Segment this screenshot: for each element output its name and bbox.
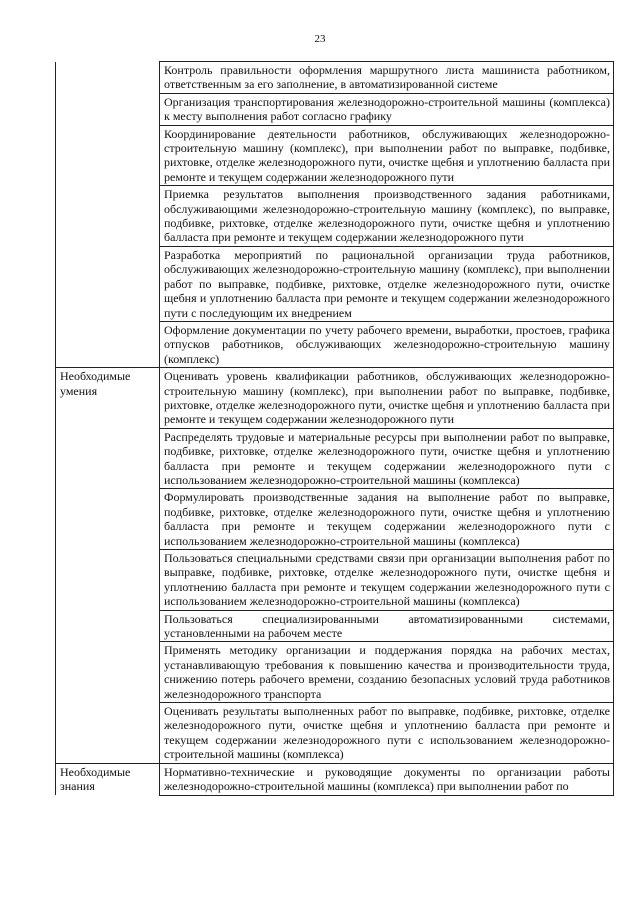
table-row (56, 428, 614, 489)
row-text: Координирование деятельности работников, обслуживающих железнодорожно-строительную машину (комплекс), при выполнении работ по выправке, подбивке, рихтовке, отделке железнодорожного пути, очистке щебня и уплотнению балласта при ремонте и текущем содержании железнодорожного пути (160, 125, 614, 186)
row-text: Применять методику организации и поддержания порядка на рабочих местах, устанавливающую требования к повышению качества и производительности труда, снижению потерь рабочего времени, созданию безопасных условий труда работников железнодорожного транспорта (160, 642, 614, 703)
section-label-knowledge: Необходимые знания (56, 763, 160, 795)
row-text: Контроль правильности оформления маршрутного листа машиниста работником, ответственным за его заполнение, в автоматизированной системе (160, 62, 614, 94)
row-label (56, 321, 160, 367)
table-row (56, 368, 614, 429)
row-label (56, 703, 160, 764)
row-label (56, 610, 160, 642)
table-row (56, 246, 614, 321)
row-label (56, 642, 160, 703)
row-text: Оценивать уровень квалификации работников, обслуживающих железнодорожно-строительную машину (комплекс), при выполнении работ по выправке, подбивке, рихтовке, отделке железнодорожного пути, очистке щебня и уплотнению балласта при ремонте и текущем содержании железнодорожного пути (160, 368, 614, 429)
row-text: Нормативно-технические и руководящие документы по организации работы железнодорожно-строительной машины (комплекса) при выполнении работ по (160, 763, 614, 795)
table-row (56, 62, 614, 94)
table-row (56, 763, 614, 795)
table-row (56, 703, 614, 764)
section-label-skills: Необходимые умения (56, 368, 160, 429)
table-row (56, 125, 614, 186)
row-text: Пользоваться специализированными автоматизированными системами, установленными на рабочем месте (160, 610, 614, 642)
row-label (56, 550, 160, 611)
row-label (56, 489, 160, 550)
row-label (56, 186, 160, 247)
table-row (56, 93, 614, 125)
row-label (56, 62, 160, 94)
page-number: 23 (314, 33, 326, 45)
row-text: Оформление документации по учету рабочего времени, выработки, простоев, графика отпусков работников, обслуживающих железнодорожно-строительную машину (комплекс) (160, 321, 614, 367)
table-row (56, 610, 614, 642)
row-text: Формулировать производственные задания на выполнение работ по выправке, подбивке, рихтовке, отделке железнодорожного пути, очистке щебня и уплотнению балласта при ремонте и текущем содержании железнодорожного пути с использованием железнодорожно-строительной машины (комплекса) (160, 489, 614, 550)
specification-table (55, 61, 614, 796)
row-text: Распределять трудовые и материальные ресурсы при выполнении работ по выправке, подбивке, рихтовке, отделке железнодорожного пути, очистке щебня и уплотнению балласта при ремонте и текущем содержании железнодорожного пути с использованием железнодорожно-строительной машины (комплекса) (160, 428, 614, 489)
table-row (56, 642, 614, 703)
row-label (56, 246, 160, 321)
row-text: Организация транспортирования железнодорожно-строительной машины (комплекса) к месту выполнения работ согласно графику (160, 93, 614, 125)
table-row (56, 321, 614, 367)
row-label (56, 428, 160, 489)
row-text: Приемка результатов выполнения производственного задания работниками, обслуживающими железнодорожно-строительную машину (комплекс), по выправке, подбивке, рихтовке, отделке железнодорожного пути, очистке щебня и уплотнению балласта при ремонте и текущем содержании железнодорожного пути (160, 186, 614, 247)
table-row (56, 550, 614, 611)
table-row (56, 489, 614, 550)
row-label (56, 125, 160, 186)
row-label (56, 93, 160, 125)
row-text: Разработка мероприятий по рациональной организации труда работников, обслуживающих железнодорожно-строительную машину (комплекс), при выполнении работ по выправке, подбивке, рихтовке, отделке железнодорожного пути, очистке щебня и уплотнению балласта при ремонте и текущем содержании железнодорожного пути с последующим их внедрением (160, 246, 614, 321)
row-text: Оценивать результаты выполненных работ по выправке, подбивке, рихтовке, отделке железнодорожного пути, очистке щебня и уплотнению балласта при ремонте и текущем содержании железнодорожного пути с использованием железнодорожно-строительной машины (комплекса) (160, 703, 614, 764)
row-text: Пользоваться специальными средствами связи при организации выполнения работ по выправке, подбивке, рихтовке, отделке железнодорожного пути, очистке щебня и уплотнению балласта при ремонте и текущем содержании железнодорожного пути с использованием железнодорожно-строительной машины (комплекса) (160, 550, 614, 611)
table-row (56, 186, 614, 247)
